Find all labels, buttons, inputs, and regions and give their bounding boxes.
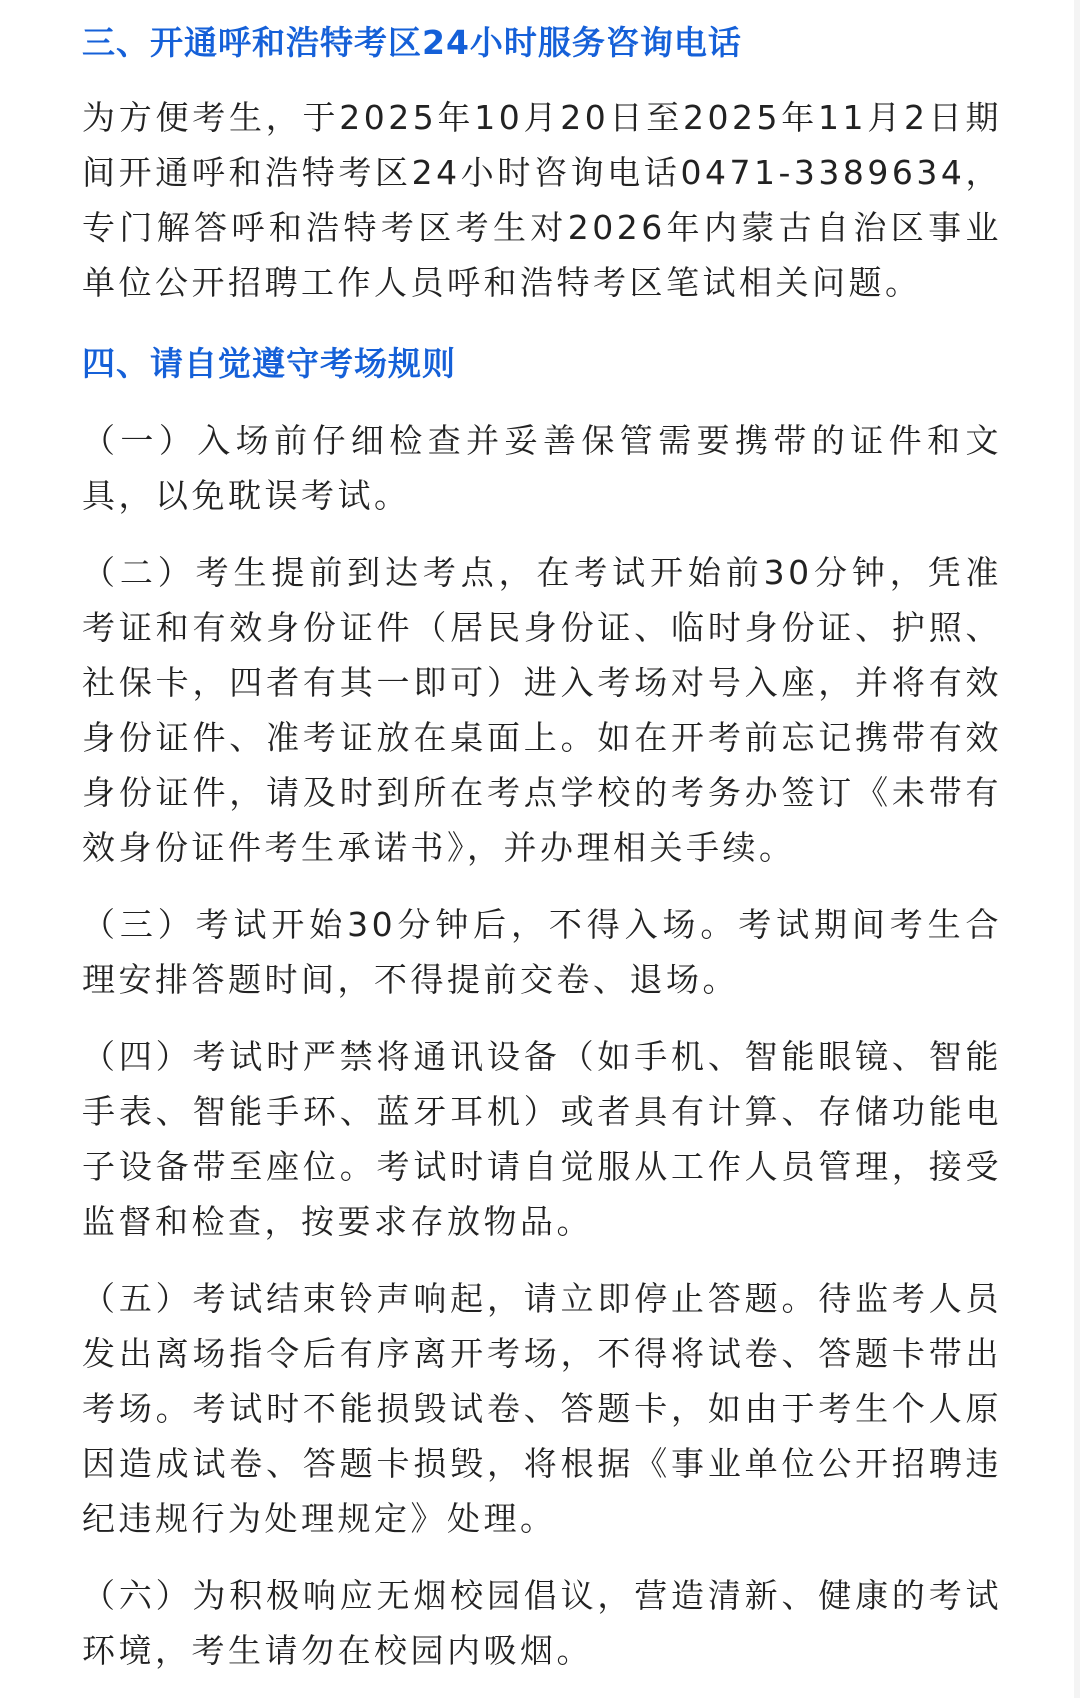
scrollbar-track[interactable] [1074,0,1080,1698]
rule-item-1: （一）入场前仔细检查并妥善保管需要携带的证件和文具，以免耽误考试。 [82,421,1002,515]
article-body [82,0,1002,1678]
rule-item-5: （五）考试结束铃声响起，请立即停止答题。待监考人员发出离场指令后有序离开考场，不得将试卷、答题卡带出考场。考试时不能损毁试卷、答题卡，如由于考生个人原因造成试卷、答题卡损毁，将根据《事业单位公开招聘违纪违规行为处理规定》处理。 [82,1279,1002,1538]
hotline-paragraph: 为方便考生，于2025年10月20日至2025年11月2日期间开通呼和浩特考区24小时咨询电话0471-3389634，专门解答呼和浩特考区考生对2026年内蒙古自治区事业单位公开招聘工作人员呼和浩特考区笔试相关问题。 [82,98,1002,302]
section-heading-exam-rules: 四、请自觉遵守考场规则 [82,344,456,383]
section-heading-hotline: 三、开通呼和浩特考区24小时服务咨询电话 [82,23,742,62]
rule-item-2: （二）考生提前到达考点，在考试开始前30分钟，凭准考证和有效身份证件（居民身份证、临时身份证、护照、社保卡，四者有其一即可）进入考场对号入座，并将有效身份证件、准考证放在桌面上。如在开考前忘记携带有效身份证件，请及时到所在考点学校的考务办签订《未带有效身份证件考生承诺书》，并办理相关手续。 [82,553,1002,867]
rule-item-6: （六）为积极响应无烟校园倡议，营造清新、健康的考试环境，考生请勿在校园内吸烟。 [82,1576,1002,1670]
rule-item-4: （四）考试时严禁将通讯设备（如手机、智能眼镜、智能手表、智能手环、蓝牙耳机）或者具有计算、存储功能电子设备带至座位。考试时请自觉服从工作人员管理，接受监督和检查，按要求存放物品。 [82,1037,1002,1241]
rule-item-3: （三）考试开始30分钟后，不得入场。考试期间考生合理安排答题时间，不得提前交卷、退场。 [82,905,1002,999]
